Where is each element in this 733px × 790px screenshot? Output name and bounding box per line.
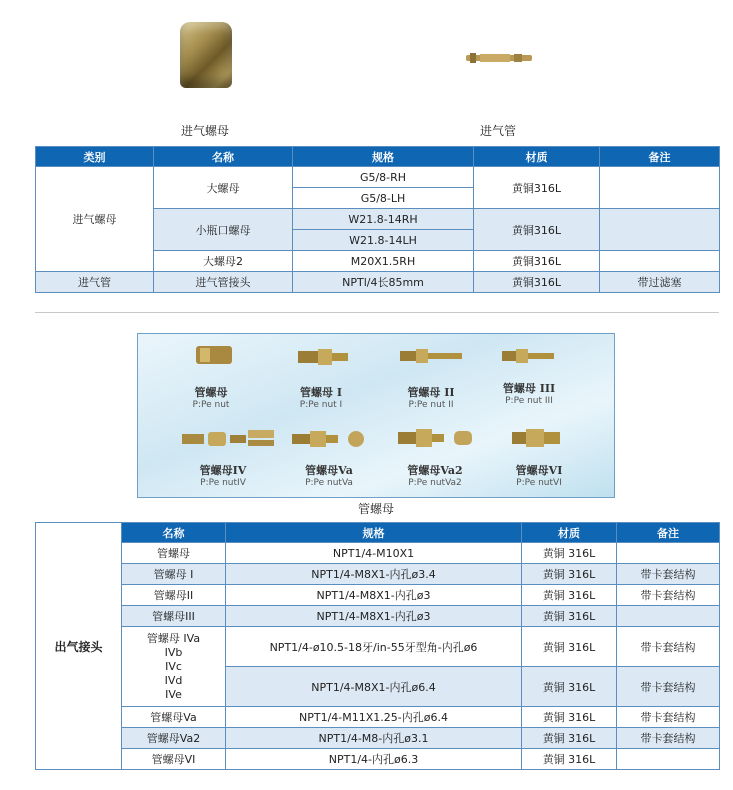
panel-item [494,462,584,488]
material-cell: 黄铜 316L [522,728,617,749]
header-name: 名称 [154,147,293,167]
panel-item [284,462,374,488]
note-cell: 带卡套结构 [617,564,720,585]
pipe-nut-catalog-image [137,333,615,498]
material-cell: 黄铜 316L [522,749,617,770]
header-spec: 规格 [226,523,522,543]
note-cell [617,749,720,770]
name-cell: 管螺母III [122,606,226,627]
note-cell [617,606,720,627]
panel-item-name: 管螺母 [194,386,228,399]
name-cell: 大螺母2 [154,251,293,272]
panel-item-sub: P:Pe nutVa2 [408,478,462,488]
material-cell: 黄铜316L [474,209,600,251]
pipe-nut-1-photo [298,348,348,366]
header-note: 备注 [617,523,720,543]
material-cell: 黄铜316L [474,272,600,293]
spec-cell: NPT1/4-M8X1-内孔ø3.4 [226,564,522,585]
name-cell: 管螺母Va [122,707,226,728]
spec-cell: G5/8-RH [293,167,474,188]
name-cell: 管螺母 [122,543,226,564]
header-material: 材质 [474,147,600,167]
spec-cell: NPT1/4-M10X1 [226,543,522,564]
panel-item [484,380,574,406]
panel-item-name: 管螺母VI [515,464,563,477]
inlet-tube-caption: 进气管 [480,124,517,138]
panel-item-sub: P:Pe nutVa [305,478,353,488]
panel-item-name: 管螺母Va [305,464,353,477]
spec-cell: M20X1.5RH [293,251,474,272]
panel-item-name: 管螺母Va2 [407,464,463,477]
material-cell: 黄铜 316L [522,585,617,606]
material-cell: 黄铜 316L [522,606,617,627]
name-cell: 大螺母 [154,167,293,209]
inlet-tube-photo [466,50,532,66]
header-spec: 规格 [293,147,474,167]
panel-item-name: 管螺母IV [199,464,247,477]
pipe-nut-3-photo [502,348,554,364]
material-cell: 黄铜 316L [522,543,617,564]
note-cell [600,209,720,251]
pipe-nut-5a-photo [292,430,370,448]
panel-item-sub: P:Pe nut II [408,400,454,410]
material-cell: 黄铜316L [474,251,600,272]
panel-item [166,384,256,410]
material-cell: 黄铜 316L [522,707,617,728]
note-cell: 带卡套结构 [617,627,720,667]
header-category: 类别 [36,147,154,167]
header-note: 备注 [600,147,720,167]
name-cell: 管螺母II [122,585,226,606]
inlet-nut-caption: 进气螺母 [181,124,230,138]
name-cell: 进气管接头 [154,272,293,293]
panel-item-sub: P:Pe nut I [299,400,343,410]
spec-cell: NPT1/4-M11X1.25-内孔ø6.4 [226,707,522,728]
material-cell: 黄铜316L [474,167,600,209]
material-cell: 黄铜 316L [522,667,617,707]
note-cell: 带卡套结构 [617,728,720,749]
inlet-parts-table [35,146,720,293]
spec-cell: W21.8-14RH [293,209,474,230]
spec-cell: W21.8-14LH [293,230,474,251]
pipe-nut-caption: 管螺母 [358,502,395,516]
category-cell: 进气管 [36,272,154,293]
panel-item-name: 管螺母 I [300,386,342,399]
panel-item-sub: P:Pe nut [192,400,230,410]
note-cell: 带卡套结构 [617,707,720,728]
note-cell [600,167,720,209]
iv-name-c: IVc [165,659,182,673]
header-material: 材质 [522,523,617,543]
spec-cell: NPTl/4长85mm [293,272,474,293]
name-cell-iv-group [122,627,226,707]
material-cell: 黄铜 316L [522,564,617,585]
note-cell [617,543,720,564]
inlet-nut-photo [180,22,232,88]
note-cell: 带卡套结构 [617,585,720,606]
name-cell: 管螺母VI [122,749,226,770]
spec-cell: G5/8-LH [293,188,474,209]
pipe-nut-2-photo [400,348,462,364]
panel-item [386,384,476,410]
panel-item [276,384,366,410]
panel-item-name: 管螺母 III [502,382,556,395]
iv-name-b: IVb [164,645,183,659]
panel-item-sub: P:Pe nutIV [200,478,246,488]
note-cell [600,251,720,272]
panel-item-name: 管螺母 II [407,386,455,399]
category-cell: 进气螺母 [36,167,154,272]
outlet-parts-table [35,522,720,770]
spec-cell: NPT1/4-M8-内孔ø3.1 [226,728,522,749]
panel-item [390,462,480,488]
category-cell: 出气接头 [36,523,122,770]
iv-name-a: 管螺母 IVa [146,631,201,645]
spec-cell: NPT1/4-内孔ø6.3 [226,749,522,770]
iv-name-d: IVd [164,673,183,687]
section-divider [35,312,719,313]
note-cell: 带卡套结构 [617,667,720,707]
pipe-nut-4-photo [182,428,274,450]
spec-cell: NPT1/4-M8X1-内孔ø3 [226,585,522,606]
pipe-nut-photo [194,342,234,368]
spec-cell: NPT1/4-M8X1-内孔ø6.4 [226,667,522,707]
pipe-nut-6-photo [512,428,560,448]
name-cell: 管螺母Va2 [122,728,226,749]
panel-item-sub: P:Pe nut III [505,396,553,406]
pipe-nut-5a2-photo [398,428,474,448]
panel-item [178,462,268,488]
spec-cell: NPT1/4-ø10.5-18牙/in-55牙型角-内孔ø6 [226,627,522,667]
name-cell: 小瓶口螺母 [154,209,293,251]
header-name: 名称 [122,523,226,543]
note-cell: 带过滤塞 [600,272,720,293]
iv-name-e: IVe [165,687,182,701]
material-cell: 黄铜 316L [522,627,617,667]
name-cell: 管螺母 I [122,564,226,585]
spec-cell: NPT1/4-M8X1-内孔ø3 [226,606,522,627]
panel-item-sub: P:Pe nutVI [516,478,562,488]
